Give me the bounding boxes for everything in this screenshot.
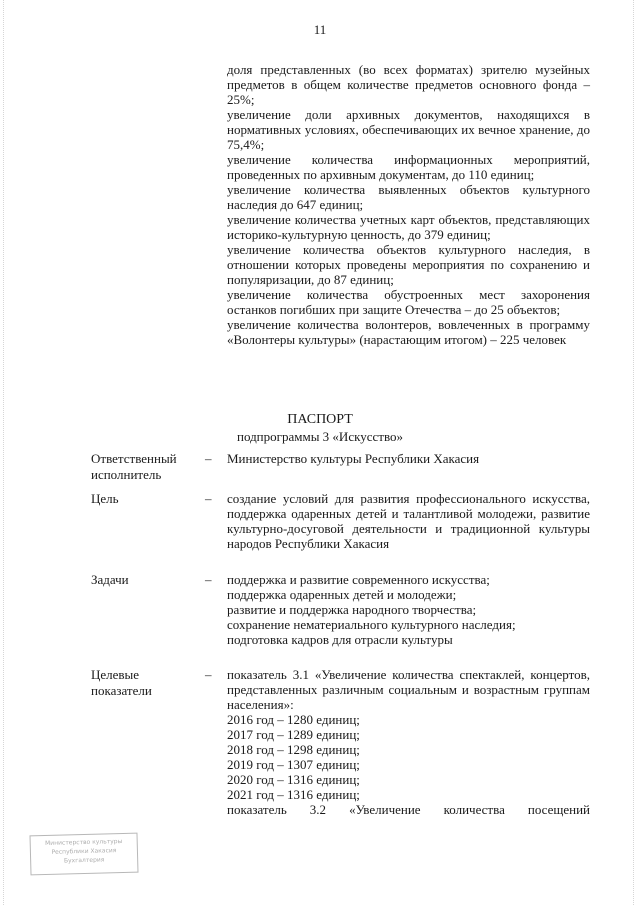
stamp-line: Бухгалтерия	[63, 856, 105, 865]
row-dash: –	[205, 491, 212, 506]
target-item: увеличение количества информационных мероприятий, проведенных по архивным документам, до 110 единиц;	[227, 152, 590, 182]
executor-text: Министерство культуры Республики Хакасия	[227, 451, 480, 466]
row-goal-value	[227, 491, 590, 551]
row-indicators-value	[227, 667, 590, 817]
indicator-3-2: показатель 3.2 «Увеличение количества посещений	[227, 802, 590, 817]
passport-title: ПАСПОРТ	[287, 412, 353, 427]
task-item: развитие и поддержка народного творчества;	[227, 602, 477, 617]
target-item: увеличение количества учетных карт объектов, представляющих историко-культурную ценность, до 379 единиц;	[227, 212, 590, 242]
indicator-year-value: 2018 год – 1298 единиц;	[227, 742, 360, 757]
page-number: 11	[313, 22, 327, 37]
indicator-year-value: 2017 год – 1289 единиц;	[227, 727, 360, 742]
scan-edge-left	[3, 0, 6, 905]
indicator-year-value: 2020 год – 1316 единиц;	[227, 772, 360, 787]
scan-edge-right	[633, 0, 636, 905]
target-item: увеличение количества выявленных объектов культурного наследия до 647 единиц;	[227, 182, 590, 212]
target-item: увеличение количества волонтеров, вовлеченных в программу «Волонтеры культуры» (нарастающим итогом) – 225 человек	[227, 317, 590, 347]
target-item: доля представленных (во всех форматах) зрителю музейных предметов в общем количестве предметов основного фонда – 25%;	[227, 62, 590, 107]
task-item: поддержка и развитие современного искусства;	[227, 572, 490, 587]
indicator-year-value: 2019 год – 1307 единиц;	[227, 757, 360, 772]
indicator-year-value: 2016 год – 1280 единиц;	[227, 712, 360, 727]
task-item: сохранение нематериального культурного наследия;	[227, 617, 516, 632]
office-stamp	[29, 833, 138, 876]
row-indicators-label: Целевые показатели	[91, 667, 152, 698]
row-tasks-value	[227, 572, 590, 647]
indicator-year-value: 2021 год – 1316 единиц;	[227, 787, 360, 802]
targets-continued	[227, 62, 590, 347]
task-item: поддержка одаренных детей и молодежи;	[227, 587, 457, 602]
row-dash: –	[205, 451, 212, 466]
row-tasks-label: Задачи	[91, 572, 129, 587]
target-item: увеличение количества обустроенных мест захоронения останков погибших при защите Отечества – до 25 объектов;	[227, 287, 590, 317]
task-item: подготовка кадров для отрасли культуры	[227, 632, 453, 647]
row-goal-label: Цель	[91, 491, 119, 506]
goal-text: создание условий для развития профессионального искусства, поддержка одаренных детей и талантливой молодежи, развитие культурно-досуговой деятельности и традиционной культуры народов Республики Хакасия	[227, 491, 590, 551]
stamp-line: Республики Хакасия	[51, 847, 117, 856]
target-item: увеличение количества объектов культурного наследия, в отношении которых проведены мероприятия по сохранению и популяризации, до 87 единиц;	[227, 242, 590, 287]
row-dash: –	[205, 572, 212, 587]
target-item: увеличение доли архивных документов, находящихся в нормативных условиях, обеспечивающих их вечное хранение, до 75,4%;	[227, 107, 590, 152]
passport-subtitle: подпрограммы 3 «Искусство»	[236, 429, 403, 444]
row-executor-label: Ответственный исполнитель	[91, 451, 177, 482]
row-dash: –	[205, 667, 212, 682]
indicator-3-1: показатель 3.1 «Увеличение количества спектаклей, концертов, представленных различным социальным и возрастным группам населения»:	[227, 667, 590, 712]
row-executor-value	[227, 451, 590, 466]
stamp-line: Министерство культуры	[44, 837, 123, 848]
